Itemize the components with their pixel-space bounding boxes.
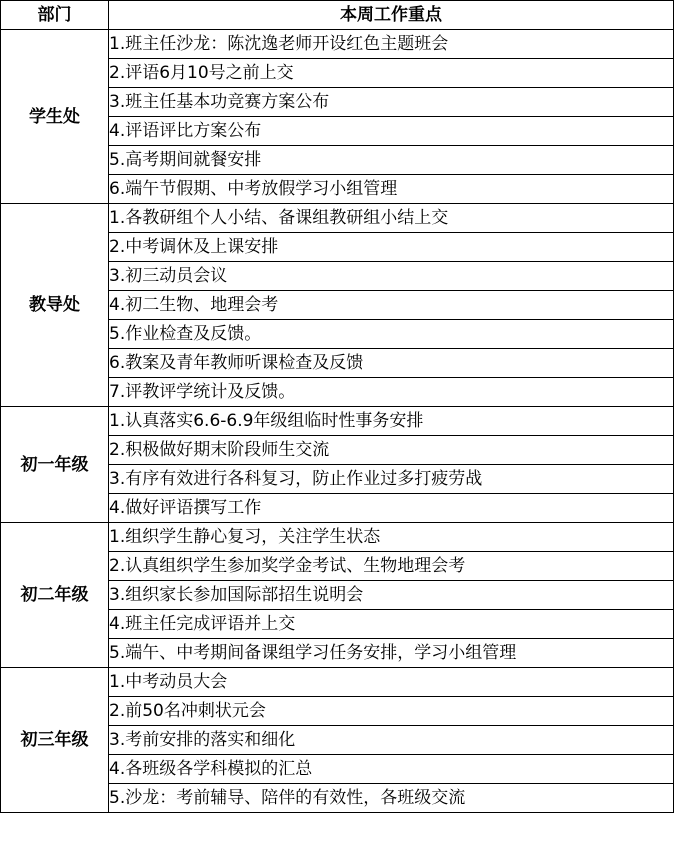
- header-department: 部门: [1, 1, 109, 30]
- department-cell: 初二年级: [1, 523, 109, 668]
- task-cell: 3.初三动员会议: [109, 262, 674, 291]
- task-cell: 1.组织学生静心复习，关注学生状态: [109, 523, 674, 552]
- task-cell: 1.班主任沙龙：陈沈逸老师开设红色主题班会: [109, 30, 674, 59]
- task-cell: 7.评教评学统计及反馈。: [109, 378, 674, 407]
- task-cell: 1.各教研组个人小结、备课组教研组小结上交: [109, 204, 674, 233]
- department-cell: 教导处: [1, 204, 109, 407]
- task-cell: 6.端午节假期、中考放假学习小组管理: [109, 175, 674, 204]
- task-cell: 4.各班级各学科模拟的汇总: [109, 755, 674, 784]
- task-cell: 5.高考期间就餐安排: [109, 146, 674, 175]
- task-cell: 3.班主任基本功竞赛方案公布: [109, 88, 674, 117]
- department-cell: 初一年级: [1, 407, 109, 523]
- table-row: [1, 523, 674, 552]
- task-cell: 2.中考调休及上课安排: [109, 233, 674, 262]
- task-cell: 2.认真组织学生参加奖学金考试、生物地理会考: [109, 552, 674, 581]
- task-cell: 4.做好评语撰写工作: [109, 494, 674, 523]
- task-cell: 2.积极做好期末阶段师生交流: [109, 436, 674, 465]
- header-focus: 本周工作重点: [109, 1, 674, 30]
- table-row: [1, 204, 674, 233]
- task-cell: 4.班主任完成评语并上交: [109, 610, 674, 639]
- table-row: [1, 407, 674, 436]
- task-cell: 4.初二生物、地理会考: [109, 291, 674, 320]
- department-cell: 学生处: [1, 30, 109, 204]
- task-cell: 4.评语评比方案公布: [109, 117, 674, 146]
- task-cell: 1.认真落实6.6-6.9年级组临时性事务安排: [109, 407, 674, 436]
- task-cell: 3.考前安排的落实和细化: [109, 726, 674, 755]
- task-cell: 2.前50名冲刺状元会: [109, 697, 674, 726]
- task-cell: 5.端午、中考期间备课组学习任务安排，学习小组管理: [109, 639, 674, 668]
- table-row: [1, 30, 674, 59]
- table-row: [1, 668, 674, 697]
- task-cell: 6.教案及青年教师听课检查及反馈: [109, 349, 674, 378]
- task-cell: 3.组织家长参加国际部招生说明会: [109, 581, 674, 610]
- task-cell: 2.评语6月10号之前上交: [109, 59, 674, 88]
- department-cell: 初三年级: [1, 668, 109, 813]
- task-cell: 5.沙龙：考前辅导、陪伴的有效性，各班级交流: [109, 784, 674, 813]
- header-row: [1, 1, 674, 30]
- task-cell: 3.有序有效进行各科复习，防止作业过多打疲劳战: [109, 465, 674, 494]
- task-cell: 5.作业检查及反馈。: [109, 320, 674, 349]
- task-cell: 1.中考动员大会: [109, 668, 674, 697]
